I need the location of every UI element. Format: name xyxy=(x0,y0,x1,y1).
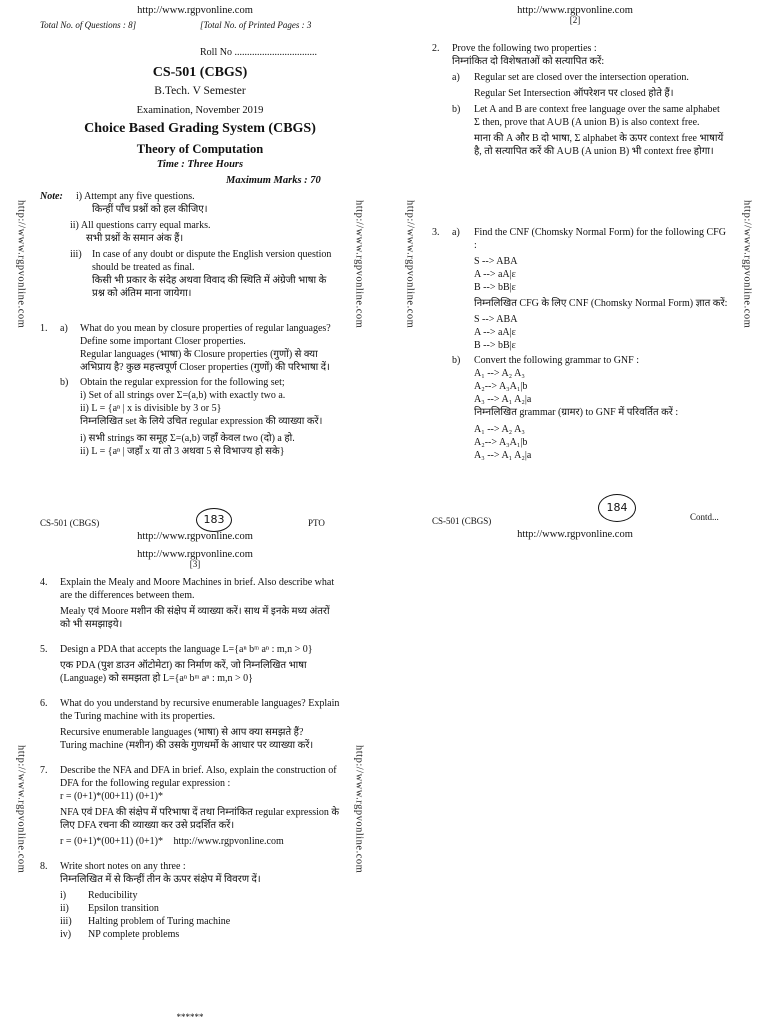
q1a-text-en: What do you mean by closure properties of regular languages? Define some important Closer properties. xyxy=(80,323,331,347)
q7-text-hi: NFA एवं DFA की संक्षेप में परिभाषा दें तथा निम्नांकित regular expression के लिए DFA रचना की व्याख्या कर उसे प्रदर्शित करें। xyxy=(60,807,340,831)
q3a-text-hi: निम्नलिखित CFG के लिए CNF (Chomsky Normal Form) ज्ञात करें: xyxy=(474,298,728,309)
note-num: ii) xyxy=(70,220,79,231)
q8-number: 8. xyxy=(40,861,48,872)
note-hi: सभी प्रश्नों के समान अंक हैं। xyxy=(86,233,184,244)
page2-footer-code: CS-501 (CBGS) xyxy=(432,516,492,526)
q7-expression-repeat: r = (0+1)*(00+11) (0+1)* xyxy=(60,836,163,847)
q8-item-text: Reducibility xyxy=(88,890,138,901)
page2-number: [2] xyxy=(569,15,581,25)
subject-title: Theory of Computation xyxy=(136,142,264,156)
q8-item-num: iv) xyxy=(60,929,72,940)
q3b-label: b) xyxy=(452,355,461,366)
page1-footer-code: CS-501 (CBGS) xyxy=(40,518,100,528)
q8-item-text: Halting problem of Turing machine xyxy=(88,916,231,927)
question-8 xyxy=(40,860,340,941)
q2a-text-en: Regular set are closed over the intersection operation. xyxy=(474,72,689,83)
q3-gnf-line: A₁ --> A₂ A₃ xyxy=(474,424,525,435)
q8-item-text: NP complete problems xyxy=(88,929,180,940)
side-watermark-right-top: http://www.rgpvonline.com xyxy=(741,200,753,329)
q2b-text-hi: माना की A और B दो भाषा, Σ alphabet के ऊपर context free भाषायें है, तो सत्यापित करें की A∪B (A union B) भी context free होगा। xyxy=(474,133,724,157)
q4-text-hi: Mealy एवं Moore मशीन की संक्षेप में व्याख्या करें। साथ में इनके मध्य अंतरों को भी समझाइये। xyxy=(60,606,330,630)
q3-cfg-line: S --> ABA xyxy=(474,314,518,325)
q2-number: 2. xyxy=(432,43,440,54)
grading-system: Choice Based Grading System (CBGS) xyxy=(84,121,316,136)
note-num: iii) xyxy=(70,249,82,260)
q2a-text-hi: Regular Set Intersection ऑपरेशन पर closed होते हैं। xyxy=(474,88,674,99)
side-watermark-mid-2: http://www.rgpvonline.com xyxy=(404,200,416,329)
q8-item-num: iii) xyxy=(60,916,72,927)
q3-cfg-line: A --> aA|ε xyxy=(474,269,516,280)
q1b-label: b) xyxy=(60,377,69,388)
page2-url-bottom: http://www.rgpvonline.com xyxy=(517,529,633,540)
end-mark: ****** xyxy=(176,1012,204,1022)
page2-contd: Contd... xyxy=(690,512,719,522)
exam-session: Examination, November 2019 xyxy=(136,105,264,116)
q3-cfg-line: B --> bB|ε xyxy=(474,340,516,351)
q3-cfg-line: A --> aA|ε xyxy=(474,327,516,338)
q3-gnf-line: A₂--> A₃A₁|b xyxy=(474,381,528,392)
q3a-label: a) xyxy=(452,227,460,238)
max-marks: Maximum Marks : 70 xyxy=(226,175,321,186)
q2a-label: a) xyxy=(452,72,460,83)
total-questions: Total No. of Questions : 8] xyxy=(40,20,137,30)
degree: B.Tech. V Semester xyxy=(154,85,246,97)
total-pages: [Total No. of Printed Pages : 3 xyxy=(200,20,312,30)
q7-inline-url: http://www.rgpvonline.com xyxy=(173,836,284,847)
q8-item-num: i) xyxy=(60,890,67,901)
q7-text-en: Describe the NFA and DFA in brief. Also, explain the construction of DFA for the following regular expression : xyxy=(60,765,337,789)
q3b-text-hi: निम्नलिखित grammar (ग्रामर) to GNF में परिवर्तित करें : xyxy=(474,407,679,418)
q3-cfg-line: S --> ABA xyxy=(474,256,518,267)
note-en: All questions carry equal marks. xyxy=(80,220,211,231)
q6-number: 6. xyxy=(40,698,48,709)
page1-url-top: http://www.rgpvonline.com xyxy=(137,5,253,16)
side-watermark-mid-1: http://www.rgpvonline.com xyxy=(353,200,365,329)
q4-number: 4. xyxy=(40,577,48,588)
q2b-label: b) xyxy=(452,104,461,115)
question-2 xyxy=(432,42,728,158)
q3a-text-en: Find the CNF (Chomsky Normal Form) for the following CFG : xyxy=(474,227,726,251)
page3-questions xyxy=(40,576,340,941)
side-watermark-left-top: http://www.rgpvonline.com xyxy=(15,200,27,329)
q8-text-en: Write short notes on any three : xyxy=(60,861,186,872)
page3-url-top: http://www.rgpvonline.com xyxy=(137,549,253,560)
q4-text-en: Explain the Mealy and Moore Machines in brief. Also describe what are the differences between them. xyxy=(60,577,335,601)
q8-item-num: ii) xyxy=(60,903,69,914)
question-5 xyxy=(40,643,340,685)
question-4 xyxy=(40,576,340,631)
note-label: Note: xyxy=(40,191,63,202)
page2-stamp: 184 xyxy=(598,494,636,522)
q1b-text-hi: निम्नलिखित set के लिये उचित regular expression की व्याख्या करें। xyxy=(80,416,323,427)
side-watermark-mid-bottom: http://www.rgpvonline.com xyxy=(353,745,365,874)
q3-number: 3. xyxy=(432,227,440,238)
q2-text-en: Prove the following two properties : xyxy=(452,43,597,54)
q1b-i: i) Set of all strings over Σ=(a,b) with exactly two a. xyxy=(80,390,286,401)
q1b-ii: ii) L = {aⁿ | x is divisible by 3 or 5} xyxy=(80,403,222,414)
page2-url-top: http://www.rgpvonline.com xyxy=(517,5,633,16)
q3b-text-en: Convert the following grammar to GNF : xyxy=(474,355,639,366)
question-3 xyxy=(432,226,728,462)
q6-text-en: What do you understand by recursive enumerable languages? Explain the Turing machine with its properties. xyxy=(60,698,340,722)
page1-stamp: 183 xyxy=(196,508,232,532)
roll-no: Roll No ................................. xyxy=(200,47,317,58)
q6-text-hi-2: Turing machine (मशीन) की उसके गुणधर्मो के आधार पर व्याख्या करें। xyxy=(60,740,314,751)
page3-number: [3] xyxy=(189,559,201,569)
page1-pto: PTO xyxy=(308,518,325,528)
q2b-text-en: Let A and B are context free language over the same alphabet Σ then, prove that A∪B (A union B) is also context free. xyxy=(474,104,720,128)
q2-text-hi: निम्नांकित दो विशेषताओं को सत्यापित करें: xyxy=(452,56,605,67)
q1-number: 1. xyxy=(40,323,48,334)
q3-gnf-line: A₃ --> A₁ A₂|a xyxy=(474,450,532,461)
q5-text-hi: एक PDA (पुश डाउन ऑटोमेटा) का निर्माण करें, जो निम्नलिखित भाषा (Language) को समझता हो L={aⁿ bᵐ aⁿ : m,n > 0} xyxy=(60,660,307,684)
page1-url-bottom: http://www.rgpvonline.com xyxy=(137,531,253,542)
q7-number: 7. xyxy=(40,765,48,776)
q5-text-en: Design a PDA that accepts the language L={aⁿ bᵐ aⁿ : m,n > 0} xyxy=(60,644,313,655)
note-en: Attempt any five questions. xyxy=(84,191,195,202)
note-en: In case of any doubt or dispute the English version question should be treated as final. xyxy=(92,249,332,273)
side-watermark-left-bottom: http://www.rgpvonline.com xyxy=(15,745,27,874)
question-7 xyxy=(40,764,340,848)
q8-text-hi: निम्नलिखित में से किन्हीं तीन के ऊपर संक्षेप में विवरण दें। xyxy=(60,874,261,885)
q1a-text-hi: Regular languages (भाषा) के Closure properties (गुणों) से क्या अभिप्राय है? कुछ महत्त्वपूर्ण Closer properties (गुणों) की परिभाषा दें। xyxy=(80,349,330,373)
note-hi: किसी भी प्रकार के संदेह अथवा विवाद की स्थिति में अंग्रेजी भाषा के प्रश्न को अंतिम माना जायेगा। xyxy=(92,275,327,299)
q1b-hi-i: i) सभी strings का समूह Σ=(a,b) जहाँ केवल two (दो) a हो. xyxy=(80,433,295,444)
q1a-label: a) xyxy=(60,323,68,334)
paper-code: CS-501 (CBGS) xyxy=(152,65,248,80)
question-1 xyxy=(40,322,338,458)
q5-number: 5. xyxy=(40,644,48,655)
q1b-text-en: Obtain the regular expression for the following set; xyxy=(80,377,285,388)
time: Time : Three Hours xyxy=(156,159,244,170)
question-6 xyxy=(40,697,340,752)
q3-cfg-line: B --> bB|ε xyxy=(474,282,516,293)
q8-item-text: Epsilon transition xyxy=(88,903,159,914)
note-hi: किन्हीं पाँच प्रश्नों को हल कीजिए। xyxy=(92,204,208,215)
q3-gnf-line: A₃ --> A₁ A₂|a xyxy=(474,394,532,405)
q7-expression: r = (0+1)*(00+11) (0+1)* xyxy=(60,791,163,802)
q3-gnf-line: A₁ --> A₂ A₃ xyxy=(474,368,525,379)
q3-gnf-line: A₂--> A₃A₁|b xyxy=(474,437,528,448)
q1b-hi-ii: ii) L = {aⁿ | जहाँ x या तो 3 अथवा 5 से विभाज्य हो सके} xyxy=(80,446,285,457)
notes-block xyxy=(40,190,340,300)
q6-text-hi-1: Recursive enumerable languages (भाषा) से आप क्या समझते हैं? xyxy=(60,727,304,738)
note-num: i) xyxy=(76,191,83,202)
